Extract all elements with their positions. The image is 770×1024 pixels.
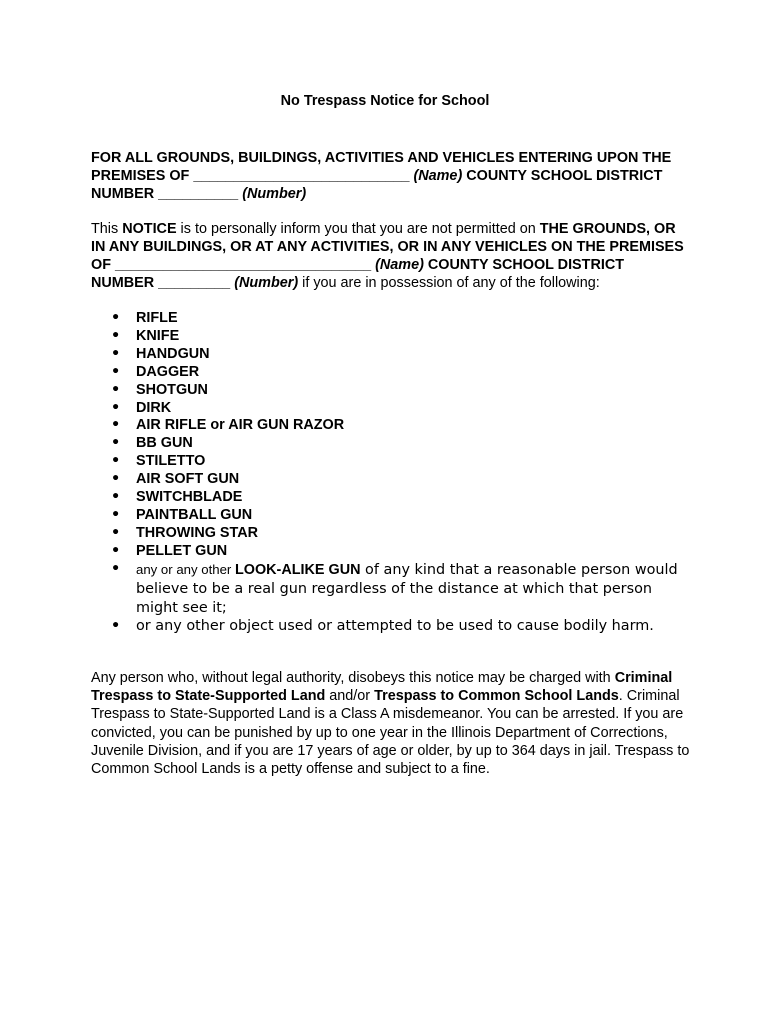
list-item: • SWITCHBLADE xyxy=(91,489,691,507)
list-item: • BB GUN xyxy=(91,435,691,453)
list-item: • AIR SOFT GUN xyxy=(91,471,691,489)
lookalike-prefix: any or any other xyxy=(136,561,235,577)
document-title: No Trespass Notice for School xyxy=(280,93,490,109)
list-item: • KNIFE xyxy=(91,328,691,346)
notice-text-3: if you are in possession of any of the following: xyxy=(298,274,600,291)
notice-scope: THE GROUNDS, OR IN ANY BUILDINGS, OR AT ANY ACTIVITIES, OR IN ANY VEHICLES ON THE PREMISES OF xyxy=(91,221,684,273)
heading-text: FOR ALL GROUNDS, BUILDINGS, ACTIVITIES AND VEHICLES ENTERING UPON THE PREMISES OF xyxy=(91,150,672,184)
list-item: • AIR RIFLE or AIR GUN RAZOR xyxy=(91,417,691,435)
lookalike-bold: LOOK-ALIKE GUN xyxy=(234,561,361,578)
notice-text-2: is to personally inform you that you are not permitted on xyxy=(176,221,540,237)
closing-paragraph xyxy=(91,669,691,778)
list-item: • SHOTGUN xyxy=(91,382,691,400)
notice-name-blank: ________________________________ xyxy=(114,256,372,273)
notice-number-blank: _________ xyxy=(158,274,231,291)
notice-name-label: (Name) xyxy=(375,256,424,273)
notice-heading xyxy=(91,150,691,204)
notice-county-school: COUNTY SCHOOL DISTRICT NUMBER xyxy=(91,256,625,291)
notice-paragraph xyxy=(91,221,691,293)
heading-name-blank: ___________________________ xyxy=(193,167,410,184)
closing-text-3: . Criminal Trespass to State-Supported Land is a Class A misdemeanor. You can be arrested. If you are convicted, you can be punished by up to one year in the Illinois Department of Corrections, Juvenile Division, and if you are 17 years of age or older, by up to 364 days in jail. Trespass to Common School Lands is a petty offense and subject to a fine. xyxy=(91,688,690,778)
closing-text-1: Any person who, without legal authority, disobeys this notice may be charged with xyxy=(91,670,615,686)
weapons-list xyxy=(91,310,691,636)
notice-number-label: (Number) xyxy=(234,274,299,291)
heading-number-blank: __________ xyxy=(158,185,239,202)
closing-text-2: and/or xyxy=(325,688,375,705)
list-item: • HANDGUN xyxy=(91,346,691,364)
list-item: • RIFLE xyxy=(91,310,691,328)
heading-county-school: COUNTY SCHOOL DISTRICT NUMBER xyxy=(91,167,663,202)
list-item: • STILETTO xyxy=(91,453,691,471)
notice-text-1: This xyxy=(91,221,123,237)
notice-word: NOTICE xyxy=(122,221,177,237)
other-object-item: • or any other object used or attempted to be used to cause bodily harm. xyxy=(91,617,691,636)
list-item: • DAGGER xyxy=(91,364,691,382)
closing-bold-2: Trespass to Common School Lands xyxy=(374,688,619,705)
list-item: • PAINTBALL GUN xyxy=(91,507,691,525)
heading-name-label: (Name) xyxy=(413,167,463,184)
list-item: • DIRK xyxy=(91,400,691,418)
heading-number-label: (Number) xyxy=(242,185,307,202)
closing-bold-1: Criminal Trespass to State-Supported Land xyxy=(91,670,673,705)
list-item: • PELLET GUN xyxy=(91,543,691,561)
lookalike-item xyxy=(91,561,691,618)
list-item: • THROWING STAR xyxy=(91,525,691,543)
lookalike-suffix: of any kind that a reasonable person would believe to be a real gun regardless of the distance at which that person might see it; xyxy=(136,561,678,616)
